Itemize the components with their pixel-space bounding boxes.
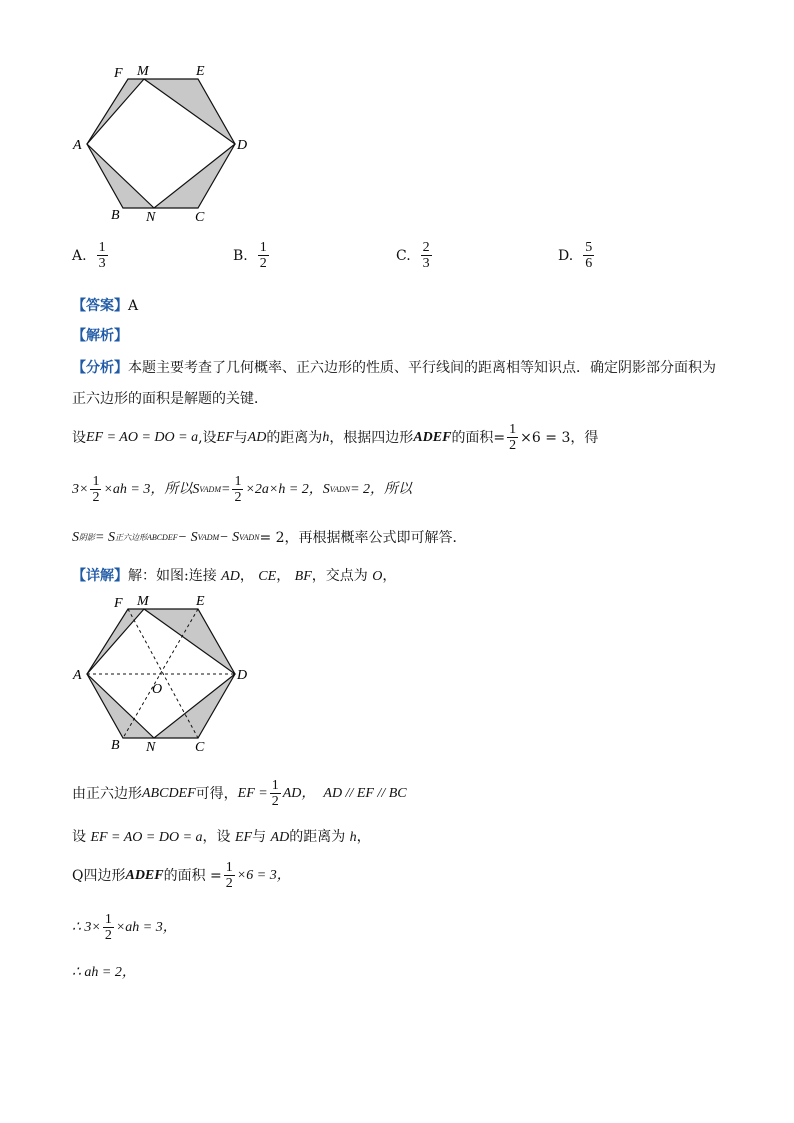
hexagon-outline — [87, 79, 235, 208]
option-letter: B. — [233, 247, 248, 264]
subscript: 正六边形ABCDEF — [114, 533, 178, 542]
label-B: B — [111, 208, 120, 223]
detail-line-1 — [72, 778, 407, 809]
math-ad: AD — [221, 569, 240, 584]
text: Q四边形 — [72, 867, 126, 884]
math: ×ah = 3， — [115, 919, 177, 935]
math-hex: ABCDEF — [142, 785, 196, 801]
option-c[interactable] — [396, 240, 434, 271]
subscript: VADM — [199, 484, 221, 494]
math-adef: ADEF — [125, 867, 164, 883]
math-ef: EF — [216, 429, 234, 445]
text: ，交点为 — [311, 568, 368, 584]
math: = — [220, 481, 231, 497]
detail-line-3 — [72, 860, 291, 891]
hexagon-figure-1 — [70, 60, 260, 230]
math: = 2，所以 — [350, 481, 413, 497]
text: ， — [239, 568, 254, 584]
option-letter: A. — [72, 247, 87, 264]
math-o: O — [372, 569, 383, 584]
label-C: C — [195, 210, 205, 225]
text: ， — [276, 568, 291, 584]
math-ad: AD — [247, 429, 267, 445]
math: EF = — [237, 785, 268, 801]
math: = S — [95, 530, 115, 545]
math: − S — [177, 530, 198, 545]
math-s: S — [322, 481, 330, 497]
fenxi-text-2: 正六边形的面积是解题的关键． — [72, 391, 268, 407]
fenxi-line-1 — [72, 358, 716, 378]
text: 解：如图:连接 — [128, 568, 217, 584]
math-s: S — [72, 530, 79, 545]
math-ce: CE — [258, 569, 277, 584]
label-F: F — [114, 596, 123, 611]
option-d[interactable] — [558, 240, 596, 271]
fraction-half: $\frac{1}{2}$ — [92, 474, 100, 505]
text: 设 — [72, 829, 86, 845]
fraction-half: $\frac{1}{2}$ — [234, 474, 242, 505]
detail-line-4 — [72, 912, 177, 943]
text: 与 — [233, 429, 248, 446]
hexagon-figure-2 — [70, 590, 260, 760]
math: ×6 = 3， — [236, 867, 291, 883]
detail-line-2 — [72, 827, 371, 848]
analysis-heading — [72, 326, 128, 346]
math: AD， — [282, 785, 316, 801]
fraction-half: $\frac{1}{2}$ — [509, 422, 517, 453]
fraction-half: $\frac{1}{2}$ — [225, 860, 233, 891]
quadrilateral-amdn — [87, 79, 235, 208]
math: ∴ ah = 2， — [72, 965, 136, 980]
subscript: VADN — [329, 484, 351, 494]
fraction-half: $\frac{1}{2}$ — [271, 778, 279, 809]
fraction-half: $\frac{1}{2}$ — [104, 912, 112, 943]
math: ×ah = 3，所以 — [103, 481, 193, 497]
text: ， — [356, 829, 371, 845]
fenxi-text-1: 本题主要考查了几何概率、正六边形的性质、平行线间的距离相等知识点．确定阴影部分面积为 — [128, 360, 716, 376]
text: 可得， — [195, 785, 238, 802]
label-E: E — [196, 64, 205, 79]
math-eq: EF = AO = DO = a — [90, 830, 203, 845]
option-fraction: $\frac{2}{3}$ — [422, 240, 430, 271]
text: 的面积 = — [163, 867, 222, 884]
label-C: C — [195, 740, 205, 755]
analysis-tag: 【解析】 — [72, 328, 128, 344]
text: ， — [382, 568, 397, 584]
text: 由正六边形 — [72, 785, 142, 802]
label-B: B — [111, 738, 120, 753]
text: ,设 — [198, 429, 217, 446]
math-parallel: AD // EF // BC — [323, 785, 407, 801]
subscript: 阴影 — [79, 533, 95, 542]
text: ，设 — [202, 829, 231, 845]
summary-line-1 — [72, 422, 598, 453]
text: = 2，再根据概率公式即可解答． — [259, 530, 467, 546]
label-N: N — [146, 740, 156, 755]
math: ∴ 3× — [72, 919, 101, 935]
label-N: N — [146, 210, 156, 225]
math-eq: EF = AO = DO = a — [86, 429, 199, 445]
text: 与 — [252, 829, 267, 845]
xiangjie-tag: 【详解】 — [72, 568, 128, 584]
fenxi-line-2 — [72, 389, 268, 409]
option-fraction: $\frac{5}{6}$ — [585, 240, 593, 271]
text: 的面积= — [451, 429, 506, 446]
detail-line-5 — [72, 962, 136, 983]
label-E: E — [196, 594, 205, 609]
option-a[interactable] — [72, 240, 110, 271]
xiangjie-line — [72, 566, 396, 587]
label-D: D — [237, 668, 248, 683]
option-fraction: $\frac{1}{2}$ — [259, 240, 267, 271]
label-M: M — [137, 64, 149, 79]
text: 设 — [72, 429, 86, 446]
option-fraction: $\frac{1}{3}$ — [98, 240, 106, 271]
text: ×6 = 3，得 — [520, 429, 599, 446]
fenxi-tag: 【分析】 — [72, 360, 128, 376]
text: 的距离为 — [266, 429, 323, 446]
option-b[interactable] — [233, 240, 271, 271]
label-D: D — [237, 138, 248, 153]
math-h: h — [349, 830, 357, 845]
math: 3× — [72, 481, 89, 497]
label-M: M — [137, 594, 149, 609]
label-O: O — [152, 682, 163, 697]
math: − S — [219, 530, 240, 545]
label-A: A — [73, 668, 82, 683]
math: ×2a×h = 2， — [245, 481, 323, 497]
math-ad: AD — [270, 830, 290, 845]
option-letter: D. — [558, 247, 574, 264]
label-F: F — [114, 66, 123, 81]
label-A: A — [73, 138, 82, 153]
math-h: h — [322, 429, 330, 445]
math-s: S — [192, 481, 200, 497]
answer-tag: 【答案】 — [72, 298, 128, 314]
text: 的距离为 — [289, 829, 346, 845]
subscript: VADM — [197, 533, 220, 542]
option-letter: C. — [396, 247, 411, 264]
math-bf: BF — [294, 569, 312, 584]
summary-line-3 — [72, 528, 467, 548]
math-adef: ADEF — [413, 429, 452, 445]
text: ，根据四边形 — [329, 429, 414, 446]
answer-value: A — [128, 298, 139, 314]
summary-line-2 — [72, 474, 412, 505]
math-ef: EF — [234, 830, 253, 845]
answer-line — [72, 296, 138, 316]
subscript: VADN — [239, 533, 260, 542]
